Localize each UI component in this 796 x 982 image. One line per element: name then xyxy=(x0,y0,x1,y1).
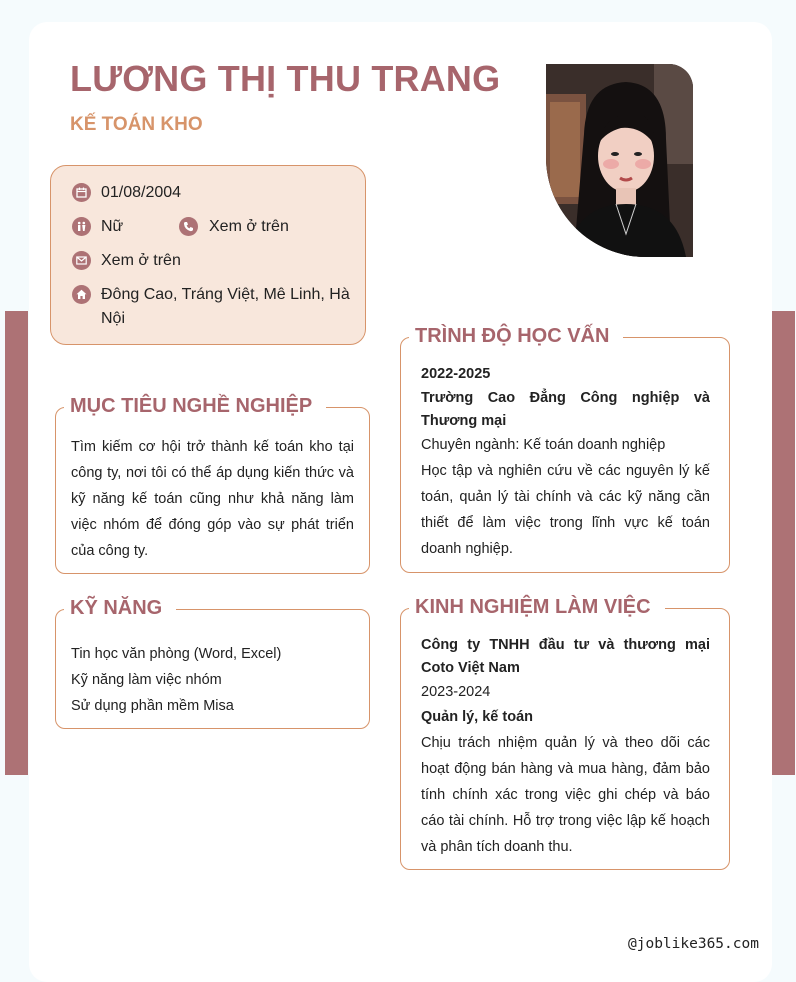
gender-icon xyxy=(72,217,91,236)
experience-description: Chịu trách nhiệm quản lý và theo dõi các hoạt động bán hàng và mua hàng, đảm bảo tính chính xác trong việc ghi chép và báo cáo tài chính. Hỗ trợ trong việc lập kế hoạch và phân tích doanh thu. xyxy=(421,735,710,855)
home-icon xyxy=(72,285,91,304)
email-text: Xem ở trên xyxy=(101,252,181,269)
email-icon xyxy=(72,251,91,270)
education-title: TRÌNH ĐỘ HỌC VẤN xyxy=(409,323,623,349)
address-text: Đông Cao, Tráng Việt, Mê Linh, Hà Nội xyxy=(101,286,350,327)
skill-item: Sử dụng phần mềm Misa xyxy=(71,698,234,714)
objective-text: Tìm kiếm cơ hội trở thành kế toán kho tại công ty, nơi tôi có thể áp dụng kiến thức và kỹ năng kế toán cũng như khả năng làm việc nhóm để đóng góp vào sự phát triển của công ty. xyxy=(71,439,354,559)
education-section xyxy=(400,325,730,573)
experience-section xyxy=(400,596,730,870)
skill-item: Kỹ năng làm việc nhóm xyxy=(71,672,222,688)
gender-text: Nữ xyxy=(101,218,124,235)
experience-company: Công ty TNHH đầu tư và thương mại Coto Việt Nam xyxy=(421,637,710,676)
education-description: Học tập và nghiên cứu về các nguyên lý kế toán, quản lý tài chính và các kỹ năng cần thiết để làm việc trong lĩnh vực kế toán doanh nghiệp. xyxy=(421,463,710,557)
objective-title: MỤC TIÊU NGHỀ NGHIỆP xyxy=(64,393,326,419)
candidate-name: LƯƠNG THỊ THU TRANG xyxy=(70,58,501,99)
experience-role: Quản lý, kế toán xyxy=(421,709,533,725)
left-decor-bar xyxy=(5,311,28,775)
phone-text: Xem ở trên xyxy=(209,218,289,235)
job-title: KẾ TOÁN KHO xyxy=(70,114,203,135)
education-school: Trường Cao Đẳng Công nghiệp và Thương mại xyxy=(421,390,710,429)
experience-title: KINH NGHIỆM LÀM VIỆC xyxy=(409,594,665,620)
phone-icon xyxy=(179,217,198,236)
education-major: Chuyên ngành: Kế toán doanh nghiệp xyxy=(421,437,666,453)
personal-info-box xyxy=(50,165,366,345)
skills-section xyxy=(55,597,370,729)
watermark: @joblike365.com xyxy=(628,936,759,952)
objective-section xyxy=(55,395,370,574)
experience-period: 2023-2024 xyxy=(421,684,491,700)
birthday-text: 01/08/2004 xyxy=(101,184,182,201)
education-period: 2022-2025 xyxy=(421,366,491,382)
right-decor-bar xyxy=(772,311,795,775)
skills-title: KỸ NĂNG xyxy=(64,595,176,621)
skill-item: Tin học văn phòng (Word, Excel) xyxy=(71,646,282,662)
calendar-icon xyxy=(72,183,91,202)
